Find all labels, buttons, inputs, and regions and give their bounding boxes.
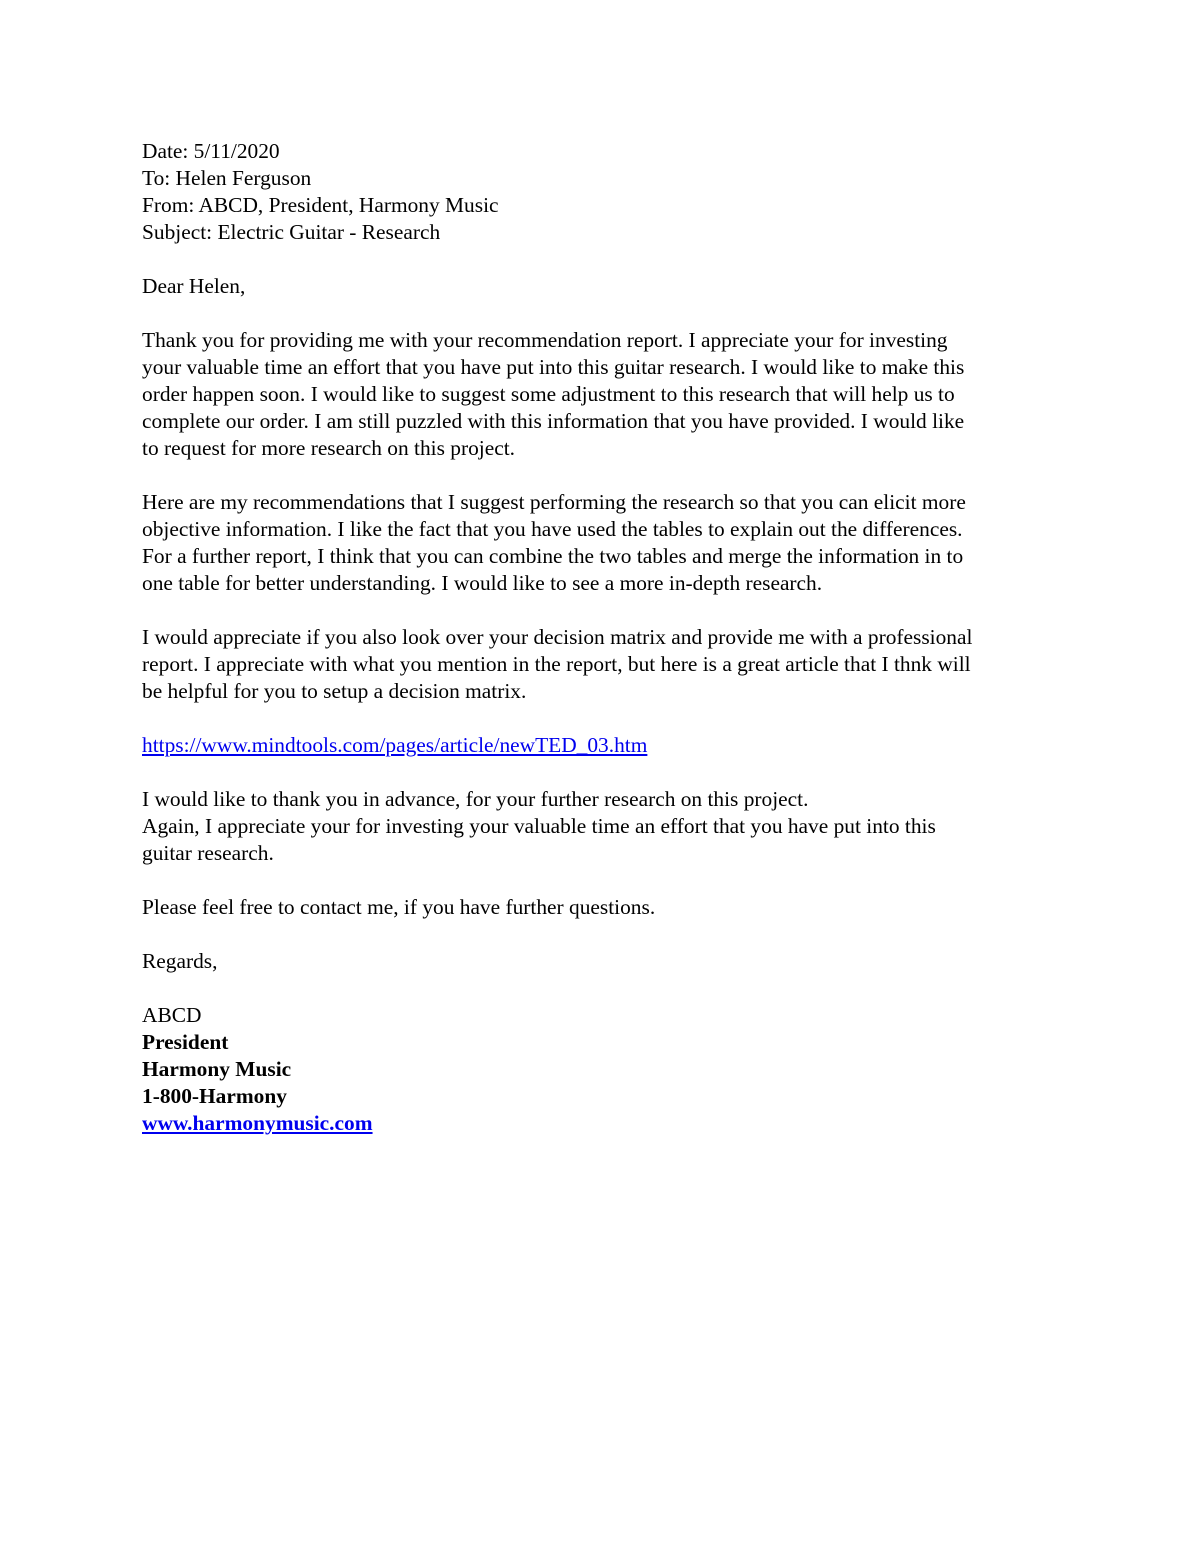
paragraph-line: Here are my recommendations that I suggest performing the research so that you can elicit more <box>142 490 966 514</box>
paragraph-line: I would appreciate if you also look over your decision matrix and provide me with a professional <box>142 625 973 649</box>
paragraph-line: guitar research. <box>142 841 274 865</box>
paragraph-line: one table for better understanding. I would like to see a more in-depth research. <box>142 571 823 595</box>
paragraph-line: be helpful for you to setup a decision matrix. <box>142 679 527 703</box>
regards: Regards, <box>142 949 218 973</box>
paragraph-1 <box>142 327 1062 462</box>
paragraph-line: to request for more research on this project. <box>142 436 516 460</box>
paragraph-2 <box>142 489 1062 597</box>
spacer <box>142 246 1062 273</box>
to-line: To: Helen Ferguson <box>142 166 312 190</box>
contact-line: Please feel free to contact me, if you have further questions. <box>142 895 656 919</box>
paragraph-line: I would like to thank you in advance, for your further research on this project. <box>142 787 809 811</box>
salutation: Dear Helen, <box>142 274 246 298</box>
paragraph-line: complete our order. I am still puzzled with this information that you have provided. I would like <box>142 409 965 433</box>
article-link[interactable]: https://www.mindtools.com/pages/article/newTED_03.htm <box>142 733 648 757</box>
paragraph-line: report. I appreciate with what you mention in the report, but here is a great article that I thnk will <box>142 652 971 676</box>
paragraph-line: Again, I appreciate your for investing your valuable time an effort that you have put into this <box>142 814 936 838</box>
signature-phone: 1-800-Harmony <box>142 1084 287 1108</box>
spacer <box>142 867 1062 894</box>
letter-body <box>142 138 1062 1137</box>
from-line: From: ABCD, President, Harmony Music <box>142 193 499 217</box>
signature-name: ABCD <box>142 1003 202 1027</box>
paragraph-line: objective information. I like the fact that you have used the tables to explain out the differences. <box>142 517 963 541</box>
closing-paragraph <box>142 786 1062 867</box>
spacer <box>142 759 1062 786</box>
spacer <box>142 300 1062 327</box>
paragraph-line: For a further report, I think that you can combine the two tables and merge the information in to <box>142 544 964 568</box>
paragraph-3 <box>142 624 1062 705</box>
paragraph-line: your valuable time an effort that you have put into this guitar research. I would like to make this <box>142 355 965 379</box>
spacer <box>142 975 1062 1002</box>
signature-title: President <box>142 1030 229 1054</box>
signature-website-link[interactable]: www.harmonymusic.com <box>142 1111 373 1135</box>
spacer <box>142 921 1062 948</box>
spacer <box>142 705 1062 732</box>
paragraph-line: Thank you for providing me with your recommendation report. I appreciate your for investing <box>142 328 948 352</box>
signature-block <box>142 1002 1062 1137</box>
signature-company: Harmony Music <box>142 1057 292 1081</box>
date-line: Date: 5/11/2020 <box>142 139 280 163</box>
spacer <box>142 462 1062 489</box>
paragraph-line: order happen soon. I would like to suggest some adjustment to this research that will help us to <box>142 382 955 406</box>
letter-header <box>142 138 1062 246</box>
subject-line: Subject: Electric Guitar - Research <box>142 220 441 244</box>
spacer <box>142 597 1062 624</box>
